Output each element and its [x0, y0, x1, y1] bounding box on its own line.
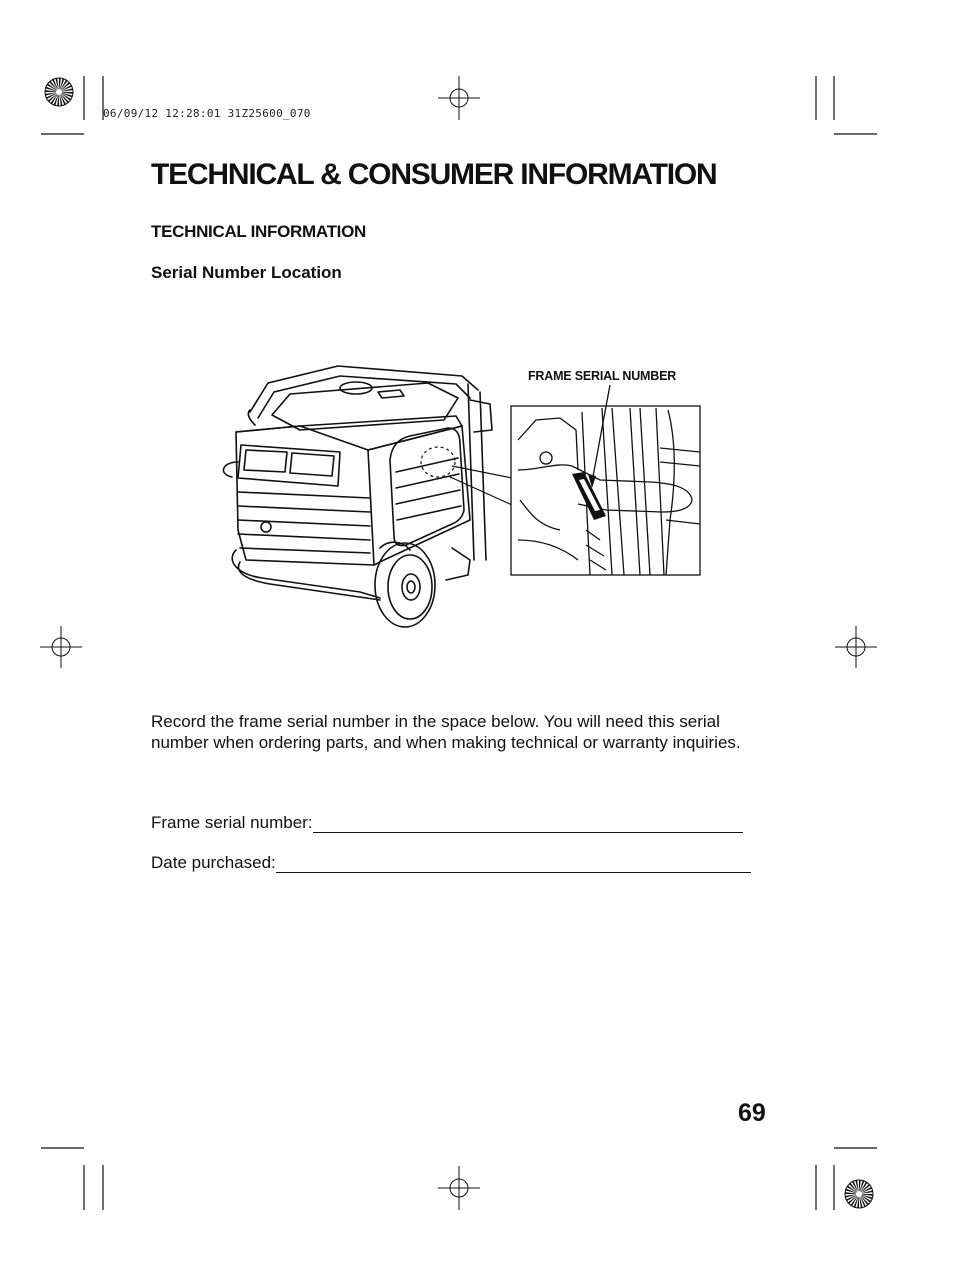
- date-purchased-label: Date purchased:: [151, 853, 276, 872]
- registration-starburst-bottom-right: [845, 1180, 873, 1208]
- generator-illustration: [210, 360, 710, 630]
- date-purchased-field: [151, 853, 751, 873]
- page-number: 69: [738, 1099, 766, 1127]
- frame-serial-callout-label: FRAME SERIAL NUMBER: [528, 369, 677, 383]
- frame-serial-blank[interactable]: [313, 814, 743, 833]
- instructions-paragraph: Record the frame serial number in the space below. You will need this serial number when ordering parts, and when making technical or warranty inquiries.: [151, 712, 741, 752]
- subsection-heading: Serial Number Location: [151, 263, 342, 282]
- registration-crosshair-right: [835, 626, 877, 668]
- registration-crosshair-bottom: [438, 1166, 480, 1210]
- frame-serial-field: [151, 813, 743, 833]
- page-title: TECHNICAL & CONSUMER INFORMATION: [151, 158, 717, 191]
- registration-starburst-top-left: [45, 78, 73, 106]
- section-heading: TECHNICAL INFORMATION: [151, 222, 366, 241]
- print-timestamp: 06/09/12 12:28:01 31Z25600_070: [103, 107, 311, 120]
- date-purchased-blank[interactable]: [276, 854, 751, 873]
- registration-crosshair-left: [40, 626, 82, 668]
- registration-crosshair-top: [438, 76, 480, 120]
- frame-serial-label: Frame serial number:: [151, 813, 313, 832]
